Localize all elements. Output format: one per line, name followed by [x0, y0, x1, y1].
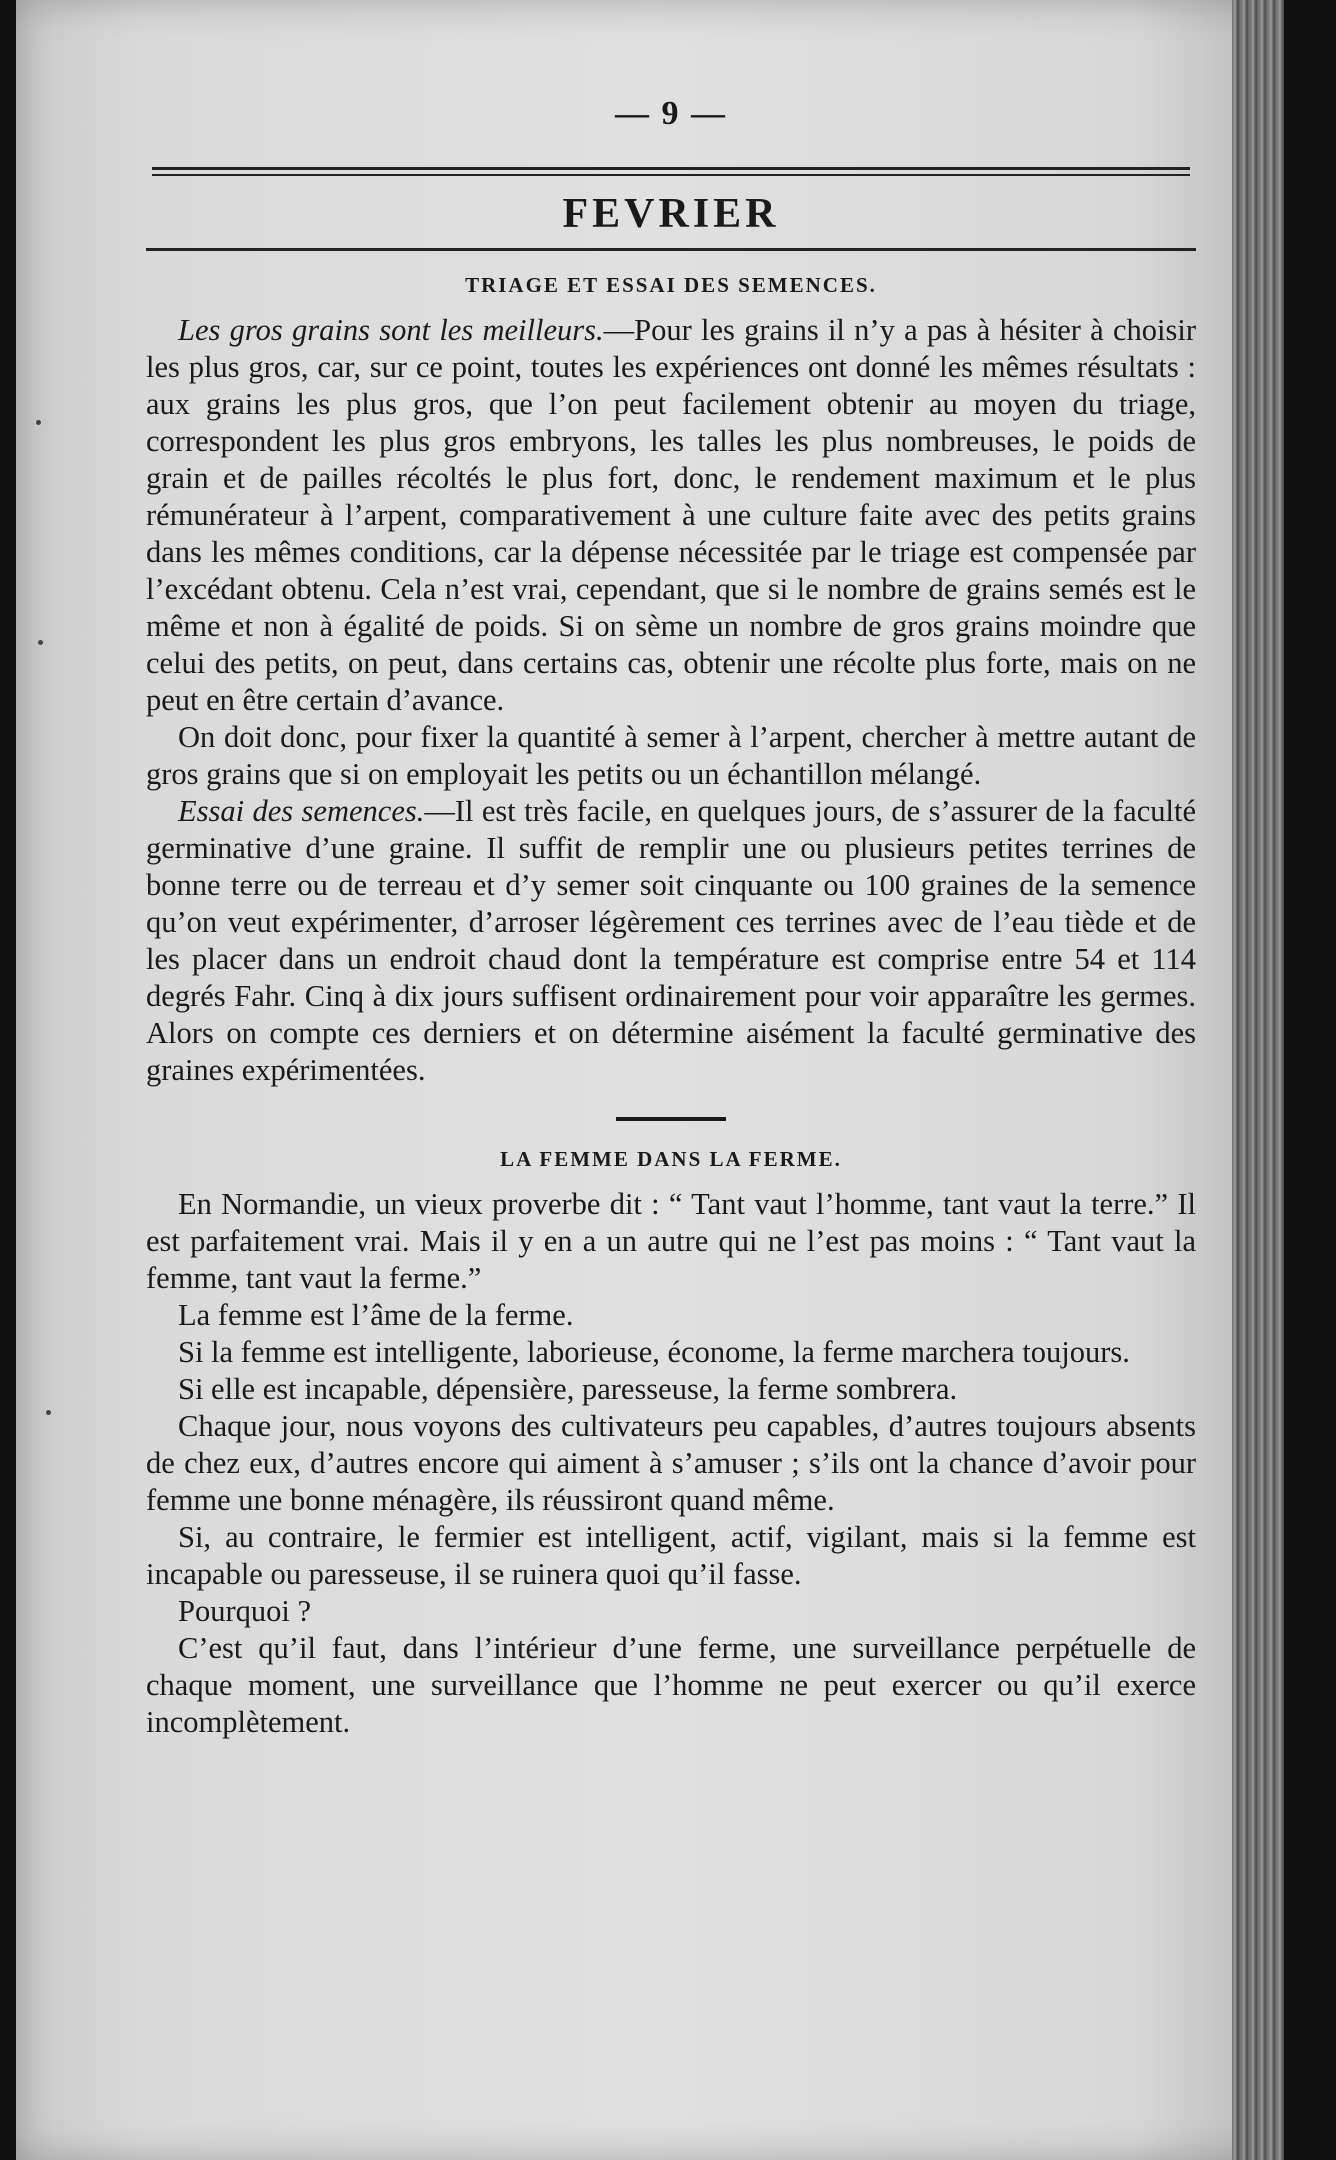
paragraph: En Normandie, un vieux proverbe dit : “ Tant vaut l’homme, tant vaut la terre.” Il est parfaitement vrai. Mais il y en a un autre qui ne l’est pas moins : “ Tant vaut la femme, tant vaut la ferme.”: [146, 1187, 1196, 1295]
ink-speck: [46, 1410, 51, 1415]
paragraph: Pourquoi ?: [178, 1594, 312, 1628]
paragraph-text: —Il est très facile, en quelques jours, de s’assurer de la faculté germinative d’une graine. Il suffit de remplir une ou plusieurs petites terrines de bonne terre ou de terreau et d’y semer soit cinquante ou 100 graines de la semence qu’on veut expérimenter, d’arroser légèrement ces terrines avec de l’eau tiède et de les placer dans un endroit chaud dont la température est comprise entre 54 et 114 degrés Fahr. Cinq à dix jours suffisent ordinairement pour voir apparaître les germes. Alors on compte ces derniers et on détermine aisément la faculté germinative des graines expérimentées.: [146, 794, 1196, 1087]
title-rule: [146, 248, 1196, 251]
ink-speck: [38, 640, 43, 645]
paragraph-text: —Pour les grains il n’y a pas à hésiter à choisir les plus gros, car, sur ce point, toutes les expériences ont donné les mêmes résultats : aux grains les plus gros, que l’on peut facilement obtenir au moyen du triage, correspondent les plus gros embryons, les talles les plus nombreuses, le poids de grain et de pailles récoltés le plus fort, donc, le rendement maximum et le plus rémunérateur à l’arpent, comparativement à une culture faite avec des petits grains dans les mêmes conditions, car la dépense nécessitée par le triage est compensée par l’excédant obtenu. Cela n’est vrai, cependant, que si le nombre de grains semés est le même et non à égalité de poids. Si on sème un nombre de gros grains moindre que celui des petits, on peut, dans certains cas, obtenir une récolte plus forte, mais on ne peut en être certain d’avance.: [146, 313, 1196, 717]
run-in-heading: Essai des semences.: [178, 794, 425, 828]
paper-sheet: [16, 0, 1284, 2160]
paragraph: Si elle est incapable, dépensière, paresseuse, la ferme sombrera.: [178, 1372, 958, 1406]
paragraph-essai: [146, 793, 1196, 1089]
month-title: FEVRIER: [562, 191, 780, 237]
page-content: [146, 95, 1196, 1741]
paragraph: La femme est l’âme de la ferme.: [178, 1298, 574, 1332]
double-rule: [152, 167, 1190, 176]
run-in-heading: Les gros grains sont les meilleurs.: [178, 313, 604, 347]
page-number: — 9 —: [615, 95, 727, 132]
paragraph: Si la femme est intelligente, laborieuse, économe, la ferme marchera toujours.: [178, 1335, 1130, 1369]
ink-speck: [36, 420, 41, 425]
section-separator: [616, 1117, 726, 1121]
paragraph: Chaque jour, nous voyons des cultivateurs peu capables, d’autres toujours absents de chez eux, d’autres encore qui aiment à s’amuser ; s’ils ont la chance d’avoir pour femme une bonne ménagère, ils réussiront quand même.: [146, 1409, 1196, 1517]
paragraph-gros-grains: [146, 312, 1196, 719]
book-edge: [1232, 0, 1284, 2160]
paragraph-quantite: On doit donc, pour fixer la quantité à semer à l’arpent, chercher à mettre autant de gros grains que si on employait les petits ou un échantillon mélangé.: [146, 720, 1196, 791]
paragraph: C’est qu’il faut, dans l’intérieur d’une ferme, une surveillance perpétuelle de chaque moment, une surveillance que l’homme ne peut exercer ou qu’il exerce incomplètement.: [146, 1631, 1196, 1739]
section-heading-triage: TRIAGE ET ESSAI DES SEMENCES.: [465, 273, 877, 297]
section-heading-femme: LA FEMME DANS LA FERME.: [500, 1147, 842, 1171]
paragraph: Si, au contraire, le fermier est intelligent, actif, vigilant, mais si la femme est incapable ou paresseuse, il se ruinera quoi qu’il fasse.: [146, 1520, 1196, 1591]
